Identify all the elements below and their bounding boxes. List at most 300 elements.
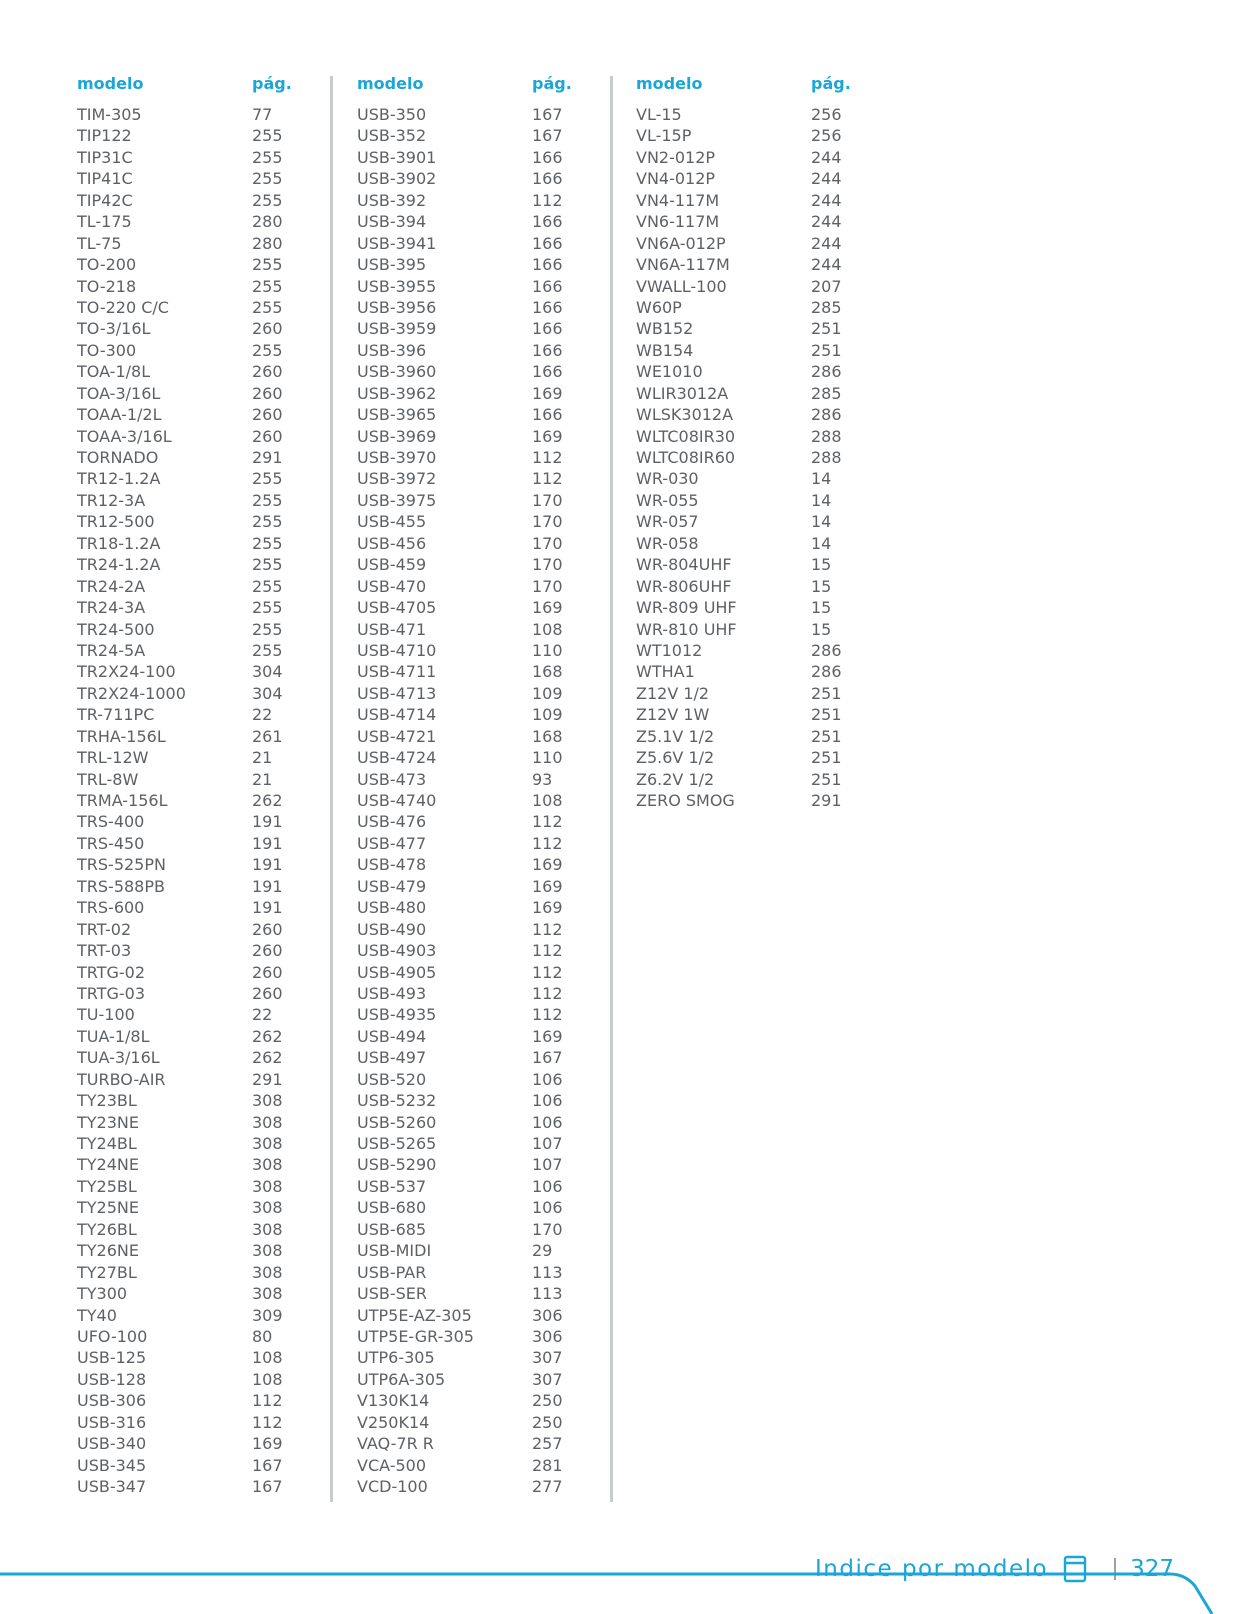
model-name: WLTC08IR60	[636, 448, 736, 467]
page-ref: 260	[252, 941, 283, 961]
page-ref: 251	[811, 705, 842, 725]
index-row	[77, 1133, 327, 1154]
index-row	[77, 726, 327, 747]
index-row	[77, 769, 327, 790]
page-ref: 260	[252, 383, 283, 403]
model-name: TR24-5A	[77, 640, 146, 660]
index-row	[77, 404, 327, 425]
model-name: USB-PAR	[357, 1262, 427, 1282]
index-row	[77, 1112, 327, 1133]
index-row	[77, 854, 327, 875]
model-name: TOA-3/16L	[77, 383, 161, 403]
page-ref: 261	[252, 726, 283, 746]
model-name: USB-125	[77, 1348, 147, 1368]
page-ref: 308	[252, 1176, 283, 1196]
model-name: TRL-8W	[77, 769, 139, 789]
page-ref: 244	[811, 169, 842, 189]
model-name: TRL-12W	[77, 748, 149, 768]
page-ref: 191	[252, 898, 283, 918]
index-row	[357, 1154, 607, 1175]
page-ref: 112	[532, 190, 563, 210]
index-row	[77, 511, 327, 532]
index-row	[357, 661, 607, 682]
model-name: TR12-1.2A	[77, 469, 161, 489]
page-ref: 170	[532, 1219, 563, 1239]
index-row	[77, 340, 327, 361]
index-row	[357, 640, 607, 661]
model-name: VN6A-117M	[636, 255, 730, 275]
page-ref: 106	[532, 1091, 563, 1111]
page-ref: 306	[532, 1326, 563, 1346]
page-ref: 309	[252, 1305, 283, 1325]
index-row	[636, 276, 886, 297]
model-name: WTHA1	[636, 662, 695, 682]
page-ref: 307	[532, 1369, 563, 1389]
model-name: USB-4705	[357, 598, 437, 618]
model-name: USB-3901	[357, 147, 437, 167]
index-row	[357, 490, 607, 511]
model-name: TY27BL	[77, 1262, 137, 1282]
index-row	[77, 361, 327, 382]
model-name: TR18-1.2A	[77, 533, 161, 553]
page-ref: 260	[252, 319, 283, 339]
header-model: modelo	[77, 74, 144, 93]
index-row	[357, 361, 607, 382]
model-name: TRTG-02	[77, 962, 146, 982]
index-row	[357, 1390, 607, 1411]
model-name: USB-4711	[357, 662, 437, 682]
page-ref: 166	[532, 276, 563, 296]
model-name: USB-3969	[357, 426, 437, 446]
model-name: USB-456	[357, 533, 427, 553]
index-row	[636, 704, 886, 725]
model-name: TY23BL	[77, 1091, 137, 1111]
index-row	[77, 211, 327, 232]
model-name: TRT-03	[77, 941, 132, 961]
model-name: USB-685	[357, 1219, 427, 1239]
index-row	[77, 897, 327, 918]
index-row	[357, 854, 607, 875]
index-row	[357, 683, 607, 704]
index-row	[77, 1412, 327, 1433]
page-ref: 169	[532, 876, 563, 896]
index-row	[357, 704, 607, 725]
page-ref: 14	[811, 490, 832, 510]
model-name: TY25NE	[77, 1198, 139, 1218]
page-ref: 285	[811, 383, 842, 403]
index-row	[77, 1262, 327, 1283]
model-name: USB-4724	[357, 748, 437, 768]
index-row	[77, 168, 327, 189]
model-name: TRS-600	[77, 898, 145, 918]
index-row	[77, 1476, 327, 1497]
model-name: USB-128	[77, 1369, 147, 1389]
page-ref: 251	[811, 748, 842, 768]
model-name: VL-15P	[636, 126, 692, 146]
index-row	[357, 554, 607, 575]
page-ref: 166	[532, 255, 563, 275]
page-ref: 15	[811, 576, 832, 596]
model-name: TO-220 C/C	[77, 297, 169, 317]
model-name: USB-470	[357, 576, 427, 596]
page-ref: 262	[252, 1048, 283, 1068]
page-ref: 291	[811, 791, 842, 810]
index-row	[636, 426, 886, 447]
page-ref: 112	[532, 812, 563, 832]
header-page: pág.	[811, 74, 851, 93]
model-name: VN4-012P	[636, 169, 716, 189]
model-name: USB-493	[357, 983, 427, 1003]
page-ref: 168	[532, 662, 563, 682]
page-ref: 255	[252, 255, 283, 275]
index-row	[636, 297, 886, 318]
index-row	[77, 1026, 327, 1047]
model-name: USB-SER	[357, 1284, 427, 1304]
page-ref: 166	[532, 319, 563, 339]
page-ref: 262	[252, 1026, 283, 1046]
index-row	[636, 447, 886, 468]
page-ref: 260	[252, 362, 283, 382]
page-ref: 251	[811, 726, 842, 746]
page-ref: 169	[532, 855, 563, 875]
page-ref: 291	[252, 1069, 283, 1089]
index-row	[636, 168, 886, 189]
index-row	[357, 254, 607, 275]
index-row	[636, 554, 886, 575]
model-name: TRS-450	[77, 833, 145, 853]
model-name: USB-352	[357, 126, 427, 146]
page-ref: 191	[252, 855, 283, 875]
model-name: TURBO-AIR	[77, 1069, 166, 1089]
index-row	[357, 940, 607, 961]
index-row	[357, 1305, 607, 1326]
page-ref: 167	[532, 105, 563, 124]
header-page: pág.	[532, 74, 572, 93]
index-row	[77, 1390, 327, 1411]
index-row	[357, 1004, 607, 1025]
model-name: USB-4740	[357, 791, 437, 810]
model-name: USB-4714	[357, 705, 437, 725]
page-ref: 255	[252, 640, 283, 660]
page-ref: 112	[532, 983, 563, 1003]
page-ref: 112	[532, 833, 563, 853]
page-ref: 255	[252, 169, 283, 189]
page-ref: 304	[252, 683, 283, 703]
page-ref: 286	[811, 362, 842, 382]
page-ref: 15	[811, 619, 832, 639]
index-row	[357, 576, 607, 597]
page-ref: 191	[252, 833, 283, 853]
page-ref: 250	[532, 1391, 563, 1411]
model-name: VCA-500	[357, 1455, 427, 1475]
page-ref: 255	[252, 598, 283, 618]
model-name: USB-345	[77, 1455, 147, 1475]
index-row	[77, 1004, 327, 1025]
model-name: TOA-1/8L	[77, 362, 151, 382]
index-row	[77, 919, 327, 940]
page-ref: 308	[252, 1198, 283, 1218]
model-name: USB-5260	[357, 1112, 437, 1132]
page-ref: 288	[811, 448, 842, 467]
model-name: TO-3/16L	[77, 319, 151, 339]
model-name: USB-480	[357, 898, 427, 918]
model-name: TRTG-03	[77, 983, 146, 1003]
model-name: TRS-525PN	[77, 855, 166, 875]
page-ref: 107	[532, 1155, 563, 1175]
page-ref: 112	[252, 1391, 283, 1411]
page-ref: 251	[811, 683, 842, 703]
page-ref: 308	[252, 1219, 283, 1239]
page-ref: 308	[252, 1134, 283, 1153]
model-name: Z5.1V 1/2	[636, 726, 715, 746]
model-name: USB-394	[357, 212, 427, 232]
model-name: TIP31C	[77, 147, 133, 167]
model-name: Z5.6V 1/2	[636, 748, 715, 768]
model-name: TR24-3A	[77, 598, 146, 618]
model-name: USB-392	[357, 190, 427, 210]
index-row	[77, 468, 327, 489]
page-ref: 255	[252, 297, 283, 317]
column-header	[77, 72, 327, 98]
page-ref: 257	[532, 1434, 563, 1454]
index-row	[357, 1090, 607, 1111]
model-name: TY24NE	[77, 1155, 139, 1175]
model-name: USB-476	[357, 812, 427, 832]
page-ref: 170	[532, 576, 563, 596]
index-row	[357, 233, 607, 254]
index-row	[77, 1069, 327, 1090]
page-ref: 166	[532, 212, 563, 232]
index-row	[357, 1069, 607, 1090]
index-row	[77, 1455, 327, 1476]
index-row	[357, 190, 607, 211]
index-row	[636, 104, 886, 125]
model-name: W60P	[636, 297, 682, 317]
index-column-3	[636, 72, 886, 811]
index-row	[77, 619, 327, 640]
page-ref: 167	[252, 1477, 283, 1496]
page-ref: 256	[811, 105, 842, 124]
page-ref: 169	[252, 1434, 283, 1454]
index-row	[77, 147, 327, 168]
model-name: TRT-02	[77, 919, 132, 939]
index-row	[357, 276, 607, 297]
model-name: TOAA-3/16L	[77, 426, 172, 446]
model-name: USB-4710	[357, 640, 437, 660]
model-name: TRS-400	[77, 812, 145, 832]
index-row	[636, 576, 886, 597]
model-name: VN6A-012P	[636, 233, 726, 253]
page-ref: 167	[532, 126, 563, 146]
page-ref: 286	[811, 662, 842, 682]
page-ref: 169	[532, 383, 563, 403]
index-row	[636, 726, 886, 747]
index-row	[77, 426, 327, 447]
index-row	[77, 190, 327, 211]
index-row	[357, 1112, 607, 1133]
index-row	[636, 190, 886, 211]
index-row	[77, 1347, 327, 1368]
index-row	[636, 511, 886, 532]
index-row	[357, 833, 607, 854]
model-name: USB-520	[357, 1069, 427, 1089]
page-ref: 255	[252, 190, 283, 210]
index-row	[357, 125, 607, 146]
model-name: TY40	[77, 1305, 117, 1325]
model-name: Z6.2V 1/2	[636, 769, 715, 789]
index-row	[77, 1047, 327, 1068]
model-name: USB-5290	[357, 1155, 437, 1175]
model-name: TIP41C	[77, 169, 133, 189]
model-name: WLIR3012A	[636, 383, 729, 403]
model-name: WR-810 UHF	[636, 619, 737, 639]
model-name: V250K14	[357, 1412, 430, 1432]
index-row	[357, 1026, 607, 1047]
index-row	[357, 533, 607, 554]
index-row	[357, 1240, 607, 1261]
index-row	[77, 1369, 327, 1390]
page-ref: 169	[532, 1026, 563, 1046]
page-ref: 191	[252, 876, 283, 896]
page-ref: 286	[811, 405, 842, 425]
model-name: USB-497	[357, 1048, 427, 1068]
index-row	[357, 1412, 607, 1433]
page-ref: 308	[252, 1241, 283, 1261]
page-ref: 112	[532, 469, 563, 489]
page-ref: 255	[252, 512, 283, 532]
page-number: 327	[1130, 1556, 1174, 1582]
index-row	[357, 962, 607, 983]
index-row	[77, 276, 327, 297]
page-ref: 108	[252, 1348, 283, 1368]
model-name: USB-478	[357, 855, 427, 875]
index-row	[357, 897, 607, 918]
page-ref: 112	[532, 919, 563, 939]
model-name: USB-537	[357, 1176, 427, 1196]
page-ref: 166	[532, 340, 563, 360]
page-ref: 280	[252, 212, 283, 232]
page-ref: 15	[811, 555, 832, 575]
model-name: TO-300	[77, 340, 137, 360]
index-row	[77, 1090, 327, 1111]
model-name: USB-4903	[357, 941, 437, 961]
index-row	[77, 104, 327, 125]
model-name: WLSK3012A	[636, 405, 734, 425]
index-row	[357, 318, 607, 339]
index-row	[77, 554, 327, 575]
page-ref: 21	[252, 769, 273, 789]
header-model: modelo	[357, 74, 424, 93]
model-name: TY23NE	[77, 1112, 139, 1132]
page-ref: 207	[811, 276, 842, 296]
model-name: USB-3960	[357, 362, 437, 382]
model-name: VCD-100	[357, 1477, 428, 1496]
model-name: WR-806UHF	[636, 576, 732, 596]
page-ref: 304	[252, 662, 283, 682]
page-ref: 288	[811, 426, 842, 446]
index-row	[77, 833, 327, 854]
index-row	[636, 468, 886, 489]
page-ref: 169	[532, 598, 563, 618]
model-name: WE1010	[636, 362, 703, 382]
index-row	[77, 318, 327, 339]
model-name: Z12V 1W	[636, 705, 710, 725]
header-page: pág.	[252, 74, 292, 93]
page-ref: 110	[532, 640, 563, 660]
index-row	[77, 747, 327, 768]
index-row	[636, 233, 886, 254]
page-ref: 255	[252, 619, 283, 639]
page-ref: 21	[252, 748, 273, 768]
page-ref: 108	[532, 791, 563, 810]
page-ref: 306	[532, 1305, 563, 1325]
index-row	[77, 597, 327, 618]
page-ref: 106	[532, 1198, 563, 1218]
model-name: USB-4905	[357, 962, 437, 982]
index-row	[357, 1219, 607, 1240]
index-row	[77, 661, 327, 682]
model-name: USB-395	[357, 255, 427, 275]
page-ref: 167	[532, 1048, 563, 1068]
index-row	[357, 1176, 607, 1197]
index-row	[77, 1326, 327, 1347]
page-ref: 260	[252, 962, 283, 982]
page-ref: 167	[252, 1455, 283, 1475]
model-name: USB-3962	[357, 383, 437, 403]
index-row	[77, 1283, 327, 1304]
model-name: TY25BL	[77, 1176, 137, 1196]
index-row	[77, 876, 327, 897]
model-name: ZERO SMOG	[636, 791, 735, 810]
page-ref: 169	[532, 426, 563, 446]
page-ref: 244	[811, 147, 842, 167]
page-ref: 166	[532, 362, 563, 382]
index-row	[77, 1197, 327, 1218]
model-name: USB-459	[357, 555, 427, 575]
index-row	[636, 597, 886, 618]
page-ref: 191	[252, 812, 283, 832]
index-row	[357, 147, 607, 168]
index-row	[357, 1433, 607, 1454]
index-row	[77, 576, 327, 597]
index-row	[636, 661, 886, 682]
page-ref: 170	[532, 555, 563, 575]
index-row	[77, 683, 327, 704]
index-row	[357, 340, 607, 361]
model-name: WB152	[636, 319, 694, 339]
page-ref: 244	[811, 212, 842, 232]
page-ref: 77	[252, 105, 273, 124]
index-row	[636, 318, 886, 339]
page-ref: 169	[532, 898, 563, 918]
page-ref: 280	[252, 233, 283, 253]
page-ref: 244	[811, 233, 842, 253]
model-name: USB-4935	[357, 1005, 437, 1025]
column-divider	[610, 76, 613, 1502]
model-name: USB-MIDI	[357, 1241, 432, 1261]
page-ref: 14	[811, 469, 832, 489]
model-name: USB-3959	[357, 319, 437, 339]
index-column-2	[357, 72, 607, 1497]
model-name: USB-477	[357, 833, 427, 853]
page-ref: 286	[811, 640, 842, 660]
model-name: TR24-500	[77, 619, 155, 639]
page-ref: 308	[252, 1091, 283, 1111]
index-row	[357, 811, 607, 832]
model-name: TIP42C	[77, 190, 133, 210]
page-ref: 112	[532, 962, 563, 982]
section-title: Indice por modelo	[815, 1556, 1049, 1582]
